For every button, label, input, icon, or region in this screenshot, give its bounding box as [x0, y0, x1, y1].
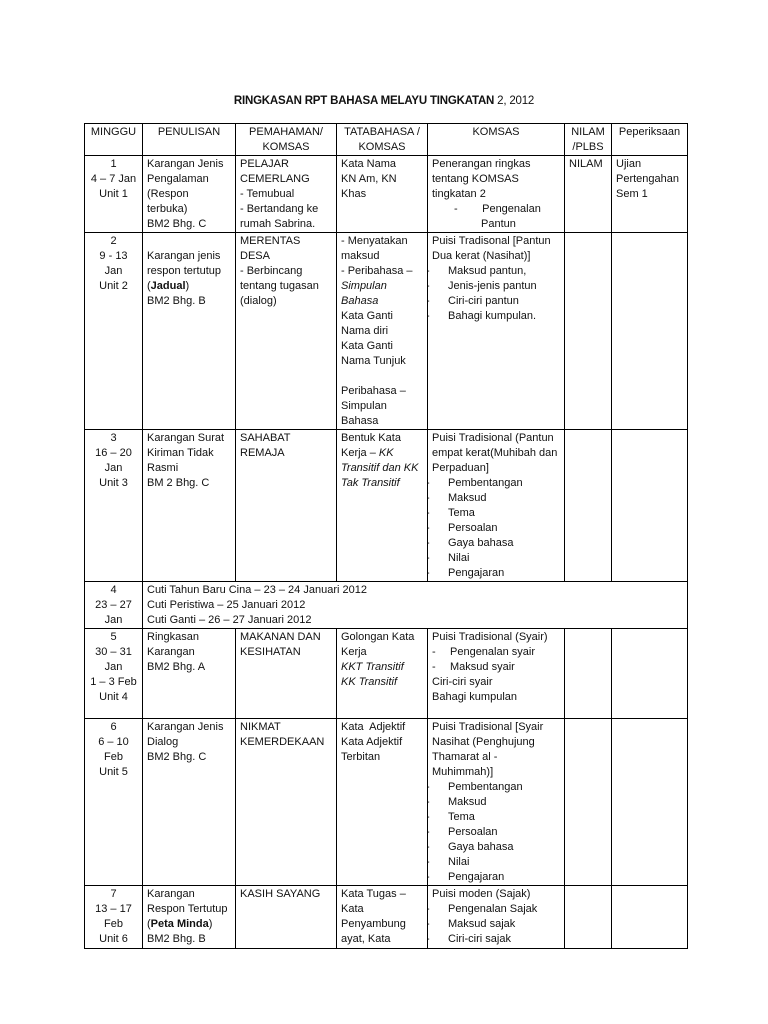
- list-item: - Gaya bahasa: [432, 840, 560, 855]
- header-row: [85, 124, 688, 156]
- pemahaman-cell: MAKANAN DAN KESIHATAN: [236, 629, 337, 719]
- penulisan-cell: Karangan Respon Tertutup (Peta Minda) BM2 Bhg. B: [143, 886, 236, 949]
- peperiksaan-cell: [612, 629, 688, 719]
- peperiksaan-cell: [612, 233, 688, 430]
- header-penulisan: PENULISAN: [143, 124, 236, 156]
- list-item: - Nilai: [432, 855, 560, 870]
- tatabahasa-cell: - Menyatakan maksud - Peribahasa – Simpulan Bahasa Kata Ganti Nama diri Kata Ganti Nama Tunjuk Peribahasa – Simpulan Bahasa: [337, 233, 428, 430]
- list-item: - Maksud sajak: [432, 917, 560, 932]
- komsas-cell: Puisi Tradisional (Syair) - Pengenalan syair - Maksud syair Ciri-ciri syair Bahagi kumpulan: [428, 629, 565, 719]
- penulisan-cell: Ringkasan Karangan BM2 Bhg. A: [143, 629, 236, 719]
- pemahaman-cell: MERENTAS DESA - Berbincang tentang tugasan (dialog): [236, 233, 337, 430]
- list-item: - Pengenalan syair: [432, 645, 560, 660]
- header-peperiksaan: Peperiksaan: [612, 124, 688, 156]
- list-item: - Nilai: [432, 551, 560, 566]
- list-item: - Persoalan: [432, 521, 560, 536]
- list-item: - Pengenalan Sajak: [432, 902, 560, 917]
- penulisan-cell: Karangan Jenis Dialog BM2 Bhg. C: [143, 719, 236, 886]
- document-title: [0, 95, 768, 107]
- list-item: - Pengajaran: [432, 870, 560, 885]
- tatabahasa-cell: Kata Nama KN Am, KN Khas: [337, 156, 428, 233]
- header-nilam: NILAM /PLBS: [565, 124, 612, 156]
- rpt-table: [84, 123, 688, 949]
- list-item: - Gaya bahasa: [432, 536, 560, 551]
- week-cell: 5 30 – 31 Jan 1 – 3 Feb Unit 4: [85, 629, 143, 719]
- table-row: [85, 886, 688, 949]
- penulisan-cell: Karangan Jenis Pengalaman (Respon terbuka) BM2 Bhg. C: [143, 156, 236, 233]
- table-row: [85, 430, 688, 582]
- tatabahasa-cell: Kata Tugas – Kata Penyambung ayat, Kata: [337, 886, 428, 949]
- list-item: - Persoalan: [432, 825, 560, 840]
- list-item: - Tema: [432, 810, 560, 825]
- list-item: - Ciri-ciri pantun: [432, 294, 560, 309]
- list-item: - Jenis-jenis pantun: [432, 279, 560, 294]
- list-item: - Maksud: [432, 795, 560, 810]
- list-item: - Maksud: [432, 491, 560, 506]
- nilam-cell: [565, 886, 612, 949]
- header-minggu: MINGGU: [85, 124, 143, 156]
- table-row: [85, 629, 688, 719]
- komsas-cell: Puisi Tradisional (Pantun empat kerat(Muhibah dan Perpaduan] - Pembentangan - Maksud - Tema - Persoalan - Gaya bahasa - Nilai - Pengajaran: [428, 430, 565, 582]
- week-cell: 7 13 – 17 Feb Unit 6: [85, 886, 143, 949]
- table-row: [85, 233, 688, 430]
- pemahaman-cell: NIKMAT KEMERDEKAAN: [236, 719, 337, 886]
- pemahaman-cell: KASIH SAYANG: [236, 886, 337, 949]
- list-item: - Pembentangan: [432, 780, 560, 795]
- peperiksaan-cell: [612, 430, 688, 582]
- week-cell: 2 9 - 13 Jan Unit 2: [85, 233, 143, 430]
- penulisan-cell: Karangan Surat Kiriman Tidak Rasmi BM 2 Bhg. C: [143, 430, 236, 582]
- list-item: - Maksud syair: [432, 660, 560, 675]
- nilam-cell: [565, 719, 612, 886]
- nilam-cell: [565, 430, 612, 582]
- peperiksaan-cell: [612, 719, 688, 886]
- header-pemahaman: PEMAHAMAN/ KOMSAS: [236, 124, 337, 156]
- komsas-cell: Puisi moden (Sajak) - Pengenalan Sajak - Maksud sajak - Ciri-ciri sajak: [428, 886, 565, 949]
- title-year: 2, 2012: [494, 95, 535, 107]
- tatabahasa-cell: Bentuk Kata Kerja – KK Transitif dan KK Tak Transitif: [337, 430, 428, 582]
- header-komsas: KOMSAS: [428, 124, 565, 156]
- table-row: [85, 582, 688, 629]
- nilam-cell: [565, 233, 612, 430]
- week-cell: 4 23 – 27 Jan: [85, 582, 143, 629]
- pemahaman-cell: SAHABAT REMAJA: [236, 430, 337, 582]
- komsas-cell: Puisi Tradisonal [Pantun Dua kerat (Nasihat)] - Maksud pantun, - Jenis-jenis pantun - Ciri-ciri pantun - Bahagi kumpulan.: [428, 233, 565, 430]
- nilam-cell: NILAM: [565, 156, 612, 233]
- table-row: [85, 719, 688, 886]
- list-item: - Pembentangan: [432, 476, 560, 491]
- peperiksaan-cell: Ujian Pertengahan Sem 1: [612, 156, 688, 233]
- pemahaman-cell: PELAJAR CEMERLANG - Temubual - Bertandang ke rumah Sabrina.: [236, 156, 337, 233]
- title-bold: RINGKASAN RPT BAHASA MELAYU TINGKATAN: [233, 95, 495, 107]
- table-row: [85, 156, 688, 233]
- list-item: - Bahagi kumpulan.: [432, 309, 560, 324]
- tatabahasa-cell: Kata Adjektif Kata Adjektif Terbitan: [337, 719, 428, 886]
- list-item: - Ciri-ciri sajak: [432, 932, 560, 947]
- holiday-cell: Cuti Tahun Baru Cina – 23 – 24 Januari 2012 Cuti Peristiwa – 25 Januari 2012 Cuti Ganti – 26 – 27 Januari 2012: [143, 582, 688, 629]
- list-item: - Tema: [432, 506, 560, 521]
- penulisan-cell: Karangan jenis respon tertutup (Jadual) BM2 Bhg. B: [143, 233, 236, 430]
- komsas-cell: Penerangan ringkas tentang KOMSAS tingkatan 2 - Pengenalan Pantun: [428, 156, 565, 233]
- header-tatabahasa: TATABAHASA / KOMSAS: [337, 124, 428, 156]
- week-cell: 6 6 – 10 Feb Unit 5: [85, 719, 143, 886]
- tatabahasa-cell: Golongan Kata Kerja KKT Transitif KK Transitif: [337, 629, 428, 719]
- komsas-cell: Puisi Tradisional [Syair Nasihat (Penghujung Thamarat al - Muhimmah)] - Pembentangan - Maksud - Tema - Persoalan - Gaya bahasa - Nilai - Pengajaran: [428, 719, 565, 886]
- week-cell: 3 16 – 20 Jan Unit 3: [85, 430, 143, 582]
- week-cell: 1 4 – 7 Jan Unit 1: [85, 156, 143, 233]
- peperiksaan-cell: [612, 886, 688, 949]
- nilam-cell: [565, 629, 612, 719]
- list-item: - Pengajaran: [432, 566, 560, 581]
- list-item: - Maksud pantun,: [432, 264, 560, 279]
